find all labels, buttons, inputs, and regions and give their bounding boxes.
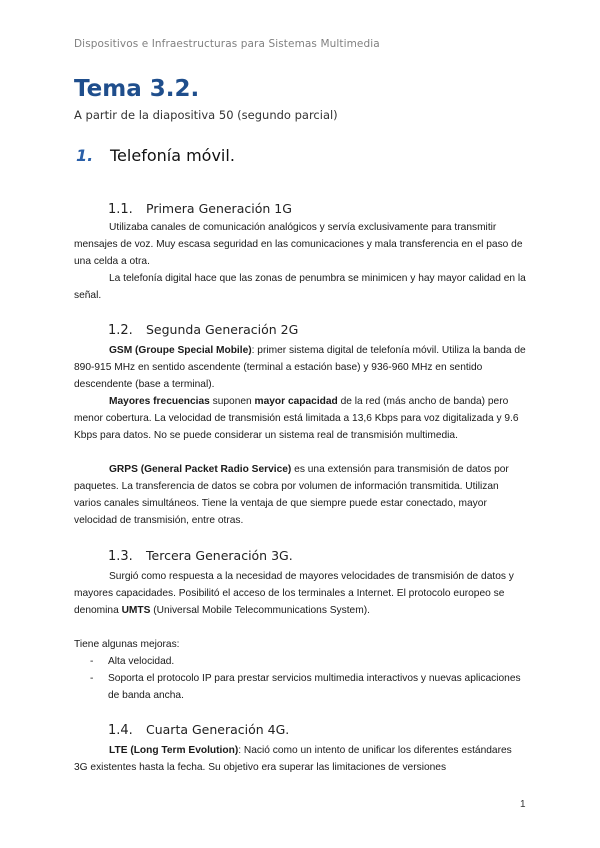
bold-term: Mayores frecuencias	[109, 396, 210, 407]
subsection-heading-2g	[108, 322, 298, 338]
list-item: - Soporta el protocolo IP para prestar servicios multimedia interactivos y nuevas aplicaciones de banda ancha.	[90, 673, 521, 701]
paragraph-text: es una extensión para transmisión de datos por paquetes. La transferencia de datos se cobra por volumen de información transmitida. Utilizan varios canales simultáneos. Tiene la ventaja de que siempre puede estar conectado, mayor velocidad de transmisión, entre otras.	[74, 464, 509, 526]
improvements-list	[74, 653, 526, 704]
paragraph-text: (Universal Mobile Telecommunications System).	[150, 605, 370, 616]
page-subtitle: A partir de la diapositiva 50 (segundo parcial)	[74, 108, 338, 122]
bold-term: GRPS (General Packet Radio Service)	[109, 464, 292, 475]
paragraph-1g-analog	[74, 219, 526, 270]
list-item-text: Soporta el protocolo IP para prestar servicios multimedia interactivos y nuevas aplicaciones de banda ancha.	[108, 673, 521, 701]
subsection-heading-3g	[108, 548, 293, 564]
paragraph-text: : primer sistema digital de telefonía móvil. Utiliza la banda de 890-915 MHz en sentido ascendente (terminal a estación base) y 936-960 MHz en sentido descendente (base a terminal).	[74, 345, 526, 390]
section-heading	[76, 146, 235, 165]
paragraph-2g-gprs	[74, 461, 526, 529]
subsection-title: Cuarta Generación 4G.	[146, 722, 290, 737]
subsection-number: 1.4.	[108, 723, 133, 738]
list-item-text: Alta velocidad.	[108, 656, 175, 667]
list-item: - Alta velocidad.	[90, 656, 175, 667]
paragraph-3g-umts	[74, 568, 526, 619]
paragraph-text: La telefonía digital hace que las zonas de penumbra se minimicen y hay mayor calidad en la señal.	[74, 273, 526, 301]
bold-term: GSM (Groupe Special Mobile)	[109, 345, 252, 356]
subsection-number: 1.2.	[108, 323, 133, 338]
subsection-title: Tercera Generación 3G.	[146, 548, 293, 563]
paragraph-1g-digital	[74, 270, 526, 304]
paragraph-text: suponen	[209, 396, 255, 407]
page-header: Dispositivos e Infraestructuras para Sistemas Multimedia	[74, 38, 380, 50]
subsection-title: Segunda Generación 2G	[146, 322, 299, 337]
bold-term: UMTS	[121, 605, 151, 616]
subsection-number: 1.3.	[108, 549, 133, 564]
paragraph-text: Utilizaba canales de comunicación analógicos y servía exclusivamente para transmitir mensajes de voz. Muy escasa seguridad en las comunicaciones y mala transferencia en el paso de una celda a otra.	[74, 222, 523, 267]
paragraph-2g-frequencies	[74, 393, 526, 444]
bold-term: mayor capacidad	[254, 396, 338, 407]
subsection-title: Primera Generación 1G	[146, 201, 292, 216]
subsection-number: 1.1.	[108, 202, 133, 217]
subsection-heading-1g	[108, 201, 292, 217]
section-title: Telefonía móvil.	[110, 146, 235, 165]
paragraph-text: de la red (más ancho de banda) pero menor cobertura. La velocidad de transmisión está limitada a 13,6 Kbps para voz digitalizada y 9.6 Kbps para datos. No se puede considerar un sistema real de transmisión multimedia.	[74, 396, 519, 441]
paragraph-4g-lte	[74, 742, 526, 776]
paragraph-text: Surgió como respuesta a la necesidad de mayores velocidades de transmisión de datos y mayores capacidades. Posibilitó el acceso de los terminales a Internet. El protocolo europeo se denomina	[74, 571, 514, 616]
list-intro: Tiene algunas mejoras:	[74, 639, 180, 650]
page-number: 1	[520, 799, 526, 810]
page-title: Tema 3.2.	[74, 76, 200, 102]
bold-term: LTE (Long Term Evolution)	[109, 745, 239, 756]
paragraph-text: : Nació como un intento de unificar los diferentes estándares 3G existentes hasta la fecha. Su objetivo era superar las limitaciones de versiones	[74, 745, 512, 773]
subsection-heading-4g	[108, 722, 289, 738]
section-number: 1.	[76, 146, 94, 165]
paragraph-2g-gsm	[74, 342, 526, 393]
